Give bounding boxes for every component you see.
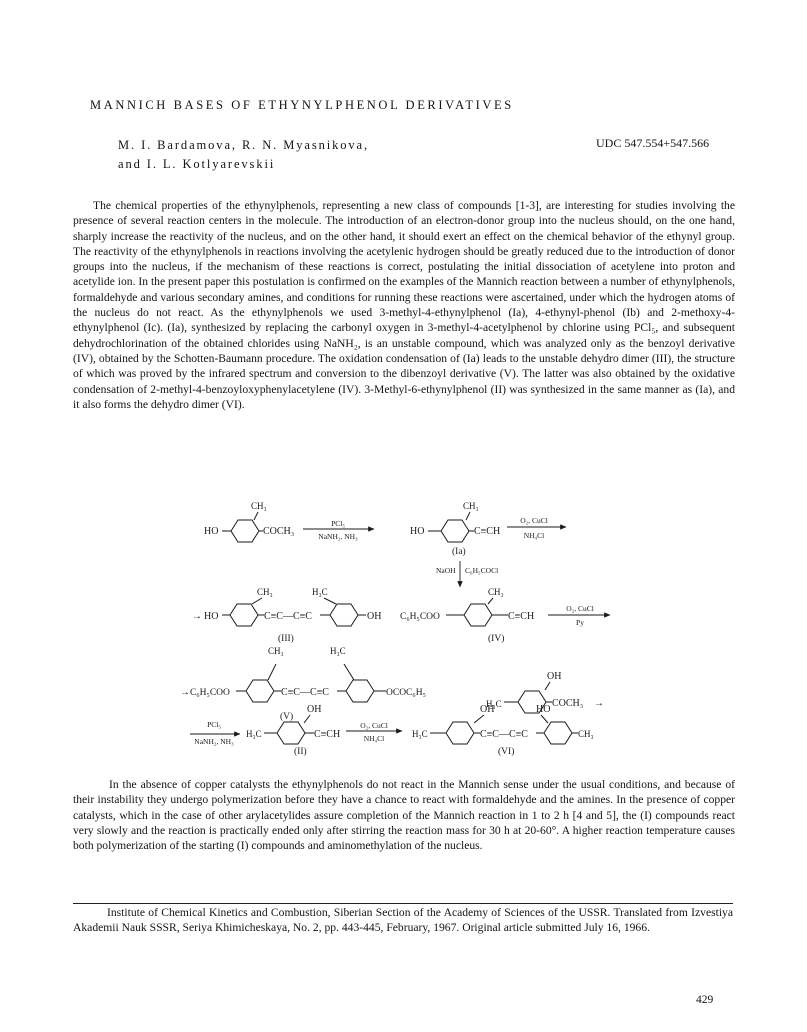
ethynyl-iv-label: C≡CH	[508, 611, 535, 622]
methyl-bond-iii	[252, 598, 262, 604]
author-line-1: M. I. Bardamova, R. N. Myasnikova,	[118, 138, 370, 152]
diyne-v-label: C≡C—C≡C	[281, 687, 329, 698]
bzo-v-label: C₆H₅COO	[190, 688, 230, 698]
methyl-bond-v-r	[344, 664, 354, 680]
oh-ketone-label: OH	[547, 671, 562, 682]
author-line-2: and I. L. Kotlyarevskii	[118, 157, 276, 171]
oh-bond-vi-l	[474, 715, 484, 723]
ethynyl-b-label: C≡CH	[474, 526, 501, 537]
oh-iii-label: OH	[367, 611, 382, 622]
ho-iii-label: HO	[204, 611, 219, 622]
diyne-iii-label: C≡C—C≡C	[264, 611, 312, 622]
obz-v-label: OCOC₆H₅	[386, 688, 426, 698]
udc-code: UDC 547.554+547.566	[596, 136, 710, 150]
oh-bond-vi-r	[541, 715, 548, 723]
compound-label-iv: (IV)	[488, 634, 505, 644]
oh-bond-ketone	[545, 682, 550, 690]
reagent-o2-cucl-b: O₂, CuCl	[520, 516, 548, 525]
arrow-out-row3: →	[594, 698, 604, 709]
ch3-a-label: CH₃	[251, 501, 267, 511]
h3c-ii-label: H₃C	[246, 729, 262, 739]
ho-b-label: HO	[410, 526, 425, 537]
benzene-ring-vi-right	[544, 722, 572, 744]
benzene-ring-a	[231, 520, 259, 542]
methyl-bond-iv	[488, 598, 493, 604]
benzene-ring-iii-left	[230, 604, 258, 626]
reagent-o2-cucl-iv: O₂, CuCl	[566, 604, 594, 613]
diyne-vi-label: C≡C—C≡C	[480, 729, 528, 740]
ethynyl-ii-label: C≡CH	[314, 729, 341, 740]
methyl-bond-v	[268, 664, 276, 680]
body-paragraph-2: In the absence of copper catalysts the ethynylphenols do not react in the Mannich sense under the usual conditions, and because of their instability they undergo polymerization before they have a chance to react with formaldehyde and the amines. In the presence of copper catalysts, which in the case of other arylacetylides assure completion of the Mannich reaction in 1 to 2 h [4 and 5], the (I) compounds react very slowly and the reaction is practically ended only after stirring the reaction mass for 30 h at 20-60°. A higher reaction temperature causes both polymerization of the starting (I) compounds and aminomethylation of the nucleus.	[73, 778, 735, 853]
h3c-iii-label: H₃C	[312, 587, 328, 597]
footnote: Institute of Chemical Kinetics and Combustion, Siberian Section of the Academy of Sciences of the USSR. Translated from Izvestiya Akademii Nauk SSSR, Seriya Khimicheskaya, No. 2, pp. 443-445, February, 1967. Original article submitted July 16, 1966.	[73, 906, 733, 934]
compound-label-iii: (III)	[278, 634, 294, 644]
reagent-py: Py	[576, 618, 584, 627]
methyl-bond-iii-r	[324, 598, 336, 604]
coch3-ketone-label: COCH₃	[552, 698, 584, 709]
coch3-a-label: COCH₃	[263, 526, 295, 537]
page-number: 429	[696, 994, 714, 1006]
benzene-ring-ii	[277, 722, 305, 744]
article-title: MANNICH BASES OF ETHYNYLPHENOL DERIVATIVES	[90, 98, 514, 112]
oh-bond-ii	[304, 715, 310, 723]
benzene-ring-iii-right	[330, 604, 358, 626]
h3c-vi-label: H₃C	[412, 729, 428, 739]
reagent-nanh2-row4: NaNH₂, NH₃	[194, 737, 234, 746]
ch3-iv-label: CH₃	[488, 587, 504, 597]
ho-vi-right-label: HO	[536, 704, 551, 715]
methyl-bond-b	[466, 512, 470, 520]
oh-vi-left-label: OH	[480, 704, 495, 715]
ch3-v-label: CH₃	[268, 646, 284, 656]
compound-label-ia: (Ia)	[452, 547, 466, 557]
ch3-b-label: CH₃	[463, 501, 479, 511]
reagent-nanh2-a: NaNH₂, NH₃	[318, 532, 358, 541]
reagent-nh4cl-row4: NH₄Cl	[363, 734, 385, 743]
ch3-vi-label: CH₃	[578, 729, 594, 739]
compound-label-v: (V)	[280, 712, 294, 722]
arrow-in-row2: →	[192, 611, 202, 622]
reagent-nh4cl-b: NH₄Cl	[523, 531, 545, 540]
compound-label-ii: (II)	[294, 747, 307, 757]
footnote-rule	[73, 903, 733, 904]
reagent-pcl5-row4: PCl₅	[207, 720, 221, 729]
body-paragraph-1: The chemical properties of the ethynylphenols, representing a new class of compounds [1-3], are interesting for studies involving the presence of several reaction centers in the molecule. The introduction of an electron-donor group into the nucleus should, on the one hand, sharply increase the reactivity of the nucleus, and on the other hand, it should exert an effect on the chemical behavior of the ethynyl group. The reactivity of the ethynylphenols in reactions involving the acetylenic hydrogen should be greatly reduced due to the introduction of donor groups into the nucleus, if the mechanism of these reactions is correct, postulating the initial dissociation of acetylene into proton and acetylide ion. In the present paper this postulation is confirmed on the examples of the Mannich reaction between a number of ethynylphenols, formaldehyde and various secondary amines, and conditions for running these reactions were ascertained, under which the hydrogen atoms of the nucleus do not react. As the ethynylphenols we used 3-methyl-4-ethynylphenol (Ia), 4-ethynyl-phenol (Ib) and 2-methoxy-4-ethynylphenol (Ic). (Ia), synthesized by replacing the carbonyl oxygen in 3-methyl-4-acetylphenol by chlorine using PCl₅, and subsequent dehydrochlorination of the obtained chlorides using NaNH₂, is an unstable compound, which was analyzed only as the benzoyl derivative (IV), obtained by the Schotten-Baumann procedure. The oxidation condensation of (Ia) leads to the unstable dehydro dimer (III), the structure of which was proved by the infrared spectrum and conversion to the dibenzoyl derivative (V). The latter was also obtained by the oxidative condensation of 2-methyl-4-benzoyloxyphenylacetylene (IV). 3-Methyl-6-ethynylphenol (II) was synthesized in the same manner as (Ia), and it also forms the dehydro dimer (VI).	[73, 199, 735, 411]
benzene-ring-iv	[464, 604, 492, 626]
benzene-ring-v-left	[246, 680, 274, 702]
ch3-iii-label: CH₃	[257, 587, 273, 597]
oh-ii-label: OH	[307, 704, 322, 715]
reagent-pcl5-a: PCl₅	[331, 519, 345, 528]
ho-a-label: HO	[204, 526, 219, 537]
reagent-benzoyl-chloride: C₆H₅COCl	[465, 566, 499, 575]
methyl-bond-a	[254, 512, 258, 520]
compound-label-vi: (VI)	[498, 747, 515, 757]
h3c-ketone-label: H₃C	[486, 699, 502, 709]
bzo-iv-label: C₆H₅COO	[400, 612, 440, 622]
reagent-o2-cucl-row4: O₂, CuCl	[360, 721, 388, 730]
benzene-ring-vi-left	[446, 722, 474, 744]
arrow-in-row3: →	[180, 687, 190, 698]
benzene-ring-v-right	[346, 680, 374, 702]
h3c-v-label: H₃C	[330, 646, 346, 656]
benzene-ring-b	[441, 520, 469, 542]
reagent-naoh: NaOH	[436, 566, 456, 575]
